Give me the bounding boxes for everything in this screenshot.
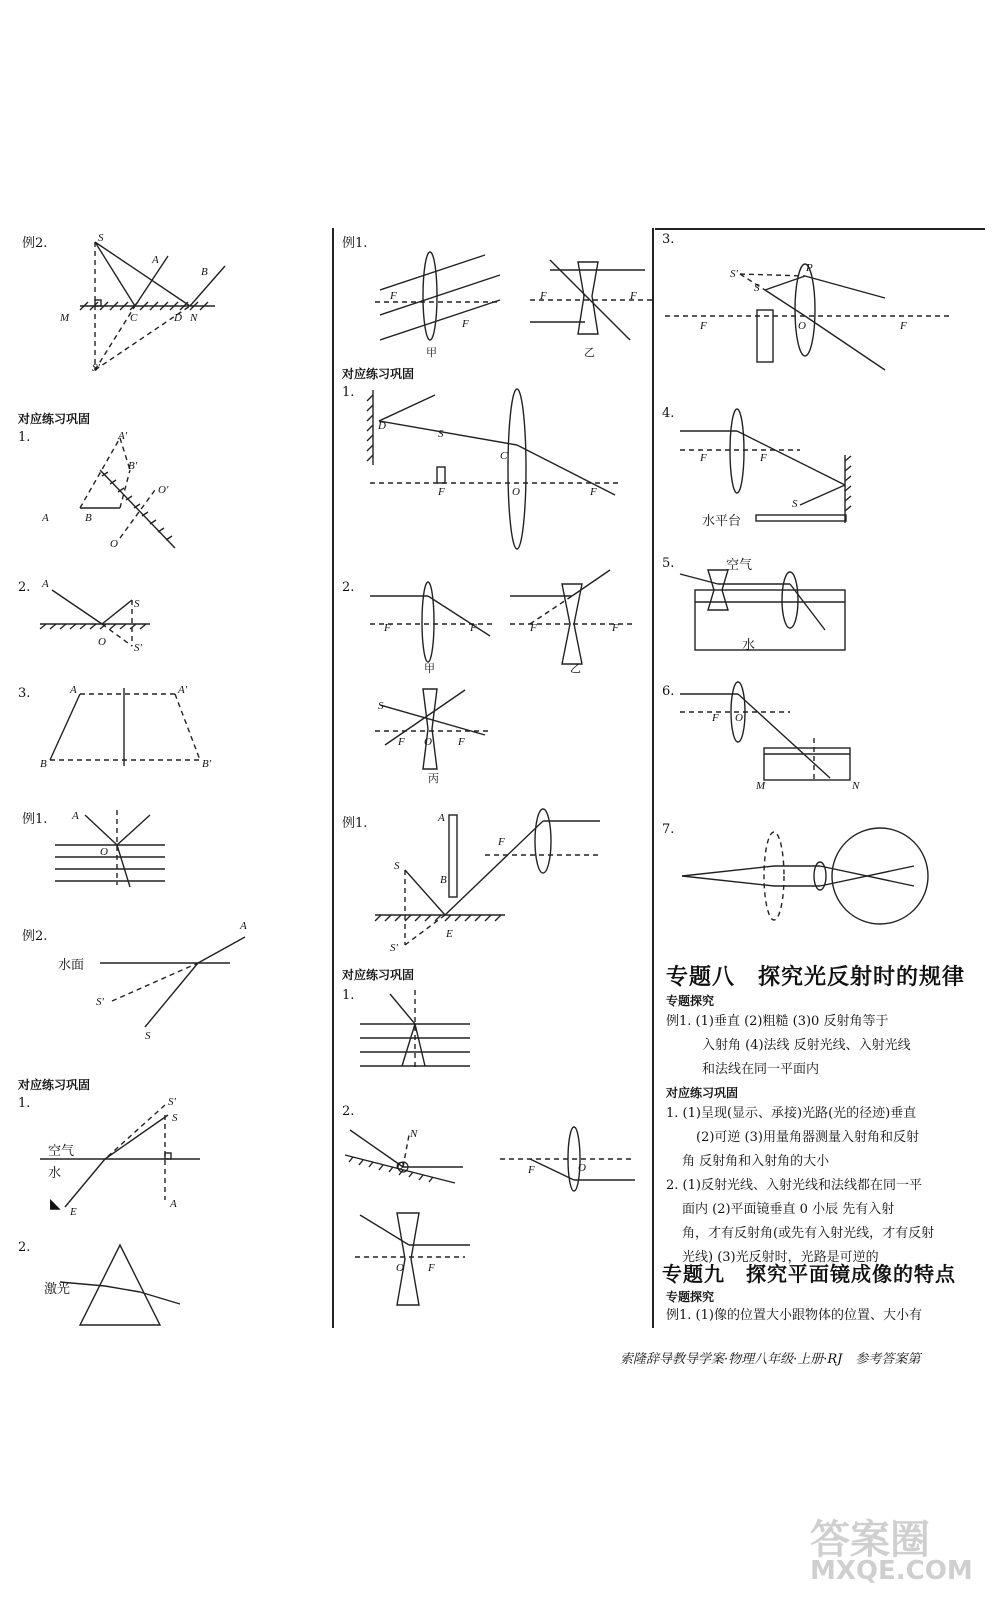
q1-label: 1.	[18, 430, 31, 445]
q3-label: 3.	[18, 686, 31, 701]
lens-jia-caption: 甲	[426, 346, 437, 359]
label-S: S	[792, 498, 798, 510]
reflection-q2-diagram	[40, 580, 160, 660]
label-S: S	[145, 1030, 151, 1042]
label-S-prime: S'	[134, 642, 142, 654]
topic-8-line-8: 面内 (2)平面镜垂直 0 小辰 先有入射	[682, 1202, 895, 1217]
air-label: 空气	[48, 1144, 75, 1159]
label-F: F	[590, 486, 597, 498]
label-F: F	[528, 1164, 535, 1176]
label-M: M	[756, 780, 766, 792]
label-S: S	[378, 700, 384, 712]
label-S: S	[172, 1112, 178, 1124]
label-N: N	[410, 1128, 418, 1140]
right-q7-label: 7.	[662, 822, 675, 837]
label-F: F	[760, 452, 767, 464]
label-F: F	[630, 290, 637, 302]
label-D: D	[378, 420, 386, 432]
label-P: P	[806, 262, 813, 274]
watermark-url: MXQE.COM	[810, 1556, 973, 1586]
label-F: F	[540, 290, 547, 302]
lens-yi-caption: 乙	[584, 346, 595, 359]
label-A: A	[152, 254, 159, 266]
label-O: O	[735, 712, 743, 724]
mid-example-1-label: 例1.	[342, 236, 368, 251]
mid-example-1-mirror-label: 例1.	[342, 816, 368, 831]
practice-heading-2: 对应练习巩固	[18, 1078, 91, 1092]
mid-p2-q2-label: 2.	[342, 1104, 355, 1119]
air-label: 空气	[726, 558, 753, 573]
lens-jia-caption: 甲	[424, 662, 435, 675]
topic-8-line-4: 1. (1)呈现(显示、承接)光路(光的径迹)垂直	[666, 1106, 917, 1121]
prism-diagram	[60, 1240, 220, 1330]
label-F: F	[900, 320, 907, 332]
label-C: C	[500, 450, 508, 462]
label-S-prime: S'	[96, 996, 104, 1008]
page-footer: 索隆辞导教导学案·物理八年级·上册·RJ 参考答案第	[620, 1352, 921, 1367]
label-F: F	[428, 1262, 435, 1274]
label-S-prime: S'	[390, 942, 398, 954]
air-water-refraction-diagram	[40, 1095, 210, 1225]
lens-water-tank-q6	[680, 680, 855, 790]
label-A: A	[240, 920, 247, 932]
label-N: N	[852, 780, 860, 792]
label-S: S	[754, 282, 760, 294]
header-rule	[655, 228, 985, 230]
topic-8-line-1: 例1. (1)垂直 (2)粗糙 (3)0 反射角等于	[666, 1014, 889, 1029]
eye-icon: ◣	[50, 1196, 61, 1212]
topic-8-explore-heading: 专题探究	[666, 994, 715, 1008]
label-O: O	[512, 486, 520, 498]
laser-label: 激光	[44, 1282, 71, 1297]
p2-q2-label: 2.	[18, 1240, 31, 1255]
label-O: O	[396, 1262, 404, 1274]
candle-lens-diagram	[365, 385, 635, 555]
right-q5-label: 5.	[662, 556, 675, 571]
label-F: F	[498, 836, 505, 848]
label-F: F	[462, 318, 469, 330]
label-B: B	[85, 512, 92, 524]
topic-9-line-1: 例1. (1)像的位置大小跟物体的位置、大小有	[666, 1308, 922, 1323]
label-A: A	[42, 578, 49, 590]
water-refraction-diagram	[100, 925, 260, 1045]
water-label: 水	[48, 1166, 62, 1181]
label-C: C	[130, 312, 138, 324]
label-F: F	[438, 486, 445, 498]
label-S-prime: S'	[168, 1096, 176, 1108]
label-B: B	[40, 758, 47, 770]
example-2-water-label: 例2.	[22, 929, 48, 944]
label-A: A	[42, 512, 49, 524]
plane-mirror-q3-diagram	[40, 686, 220, 776]
label-B-prime: B'	[128, 460, 138, 472]
label-D: D	[174, 312, 182, 324]
label-S-prime: S'	[92, 362, 100, 374]
mid-practice-heading-2: 对应练习巩固	[342, 968, 415, 982]
label-O: O	[100, 846, 108, 858]
mid-practice-heading-1: 对应练习巩固	[342, 367, 415, 381]
column-divider-left	[332, 228, 334, 1328]
topic-8-line-6: 角 反射角和入射角的大小	[682, 1154, 830, 1169]
label-F: F	[390, 290, 397, 302]
topic-8-line-5: (2)可逆 (3)用量角器测量入射角和反射	[696, 1130, 919, 1145]
label-B-prime: B'	[202, 758, 212, 770]
label-F: F	[612, 622, 619, 634]
label-S: S	[438, 428, 444, 440]
lenses-in-water-q5	[680, 560, 855, 660]
label-O: O	[798, 320, 806, 332]
p2-q1-label: 1.	[18, 1096, 31, 1111]
right-q4-label: 4.	[662, 406, 675, 421]
label-F: F	[700, 320, 707, 332]
example-1-refraction-label: 例1.	[22, 812, 48, 827]
label-F: F	[384, 622, 391, 634]
water-surface-label: 水面	[58, 958, 85, 973]
label-A: A	[70, 684, 77, 696]
label-S: S	[98, 232, 104, 244]
label-F: F	[712, 712, 719, 724]
eye-lens-q7	[680, 820, 930, 930]
q2-label: 2.	[18, 580, 31, 595]
label-O: O	[110, 538, 118, 550]
concave-lens-p2-diagram	[355, 1205, 475, 1315]
label-B: B	[201, 266, 208, 278]
water-label: 水	[742, 638, 756, 653]
label-E: E	[446, 928, 453, 940]
label-O: O	[396, 1160, 404, 1172]
topic-8-title: 专题八 探究光反射时的规律	[666, 965, 966, 990]
platform-label: 水平台	[702, 514, 742, 529]
right-q3-label: 3.	[662, 232, 675, 247]
label-F: F	[470, 622, 477, 634]
label-M: M	[60, 312, 70, 324]
topic-8-practice-heading: 对应练习巩固	[666, 1086, 739, 1100]
label-A-prime: A'	[178, 684, 188, 696]
right-q6-label: 6.	[662, 684, 675, 699]
label-S: S	[134, 598, 140, 610]
topic-8-line-7: 2. (1)反射光线、入射光线和法线都在同一平	[666, 1178, 922, 1193]
lens-yi-caption: 乙	[570, 662, 581, 675]
label-F: F	[530, 622, 537, 634]
label-A: A	[170, 1198, 177, 1210]
column-divider-right	[652, 228, 654, 1328]
reflection-diagram-ex2	[40, 230, 260, 390]
label-A: A	[72, 810, 79, 822]
label-O: O	[578, 1162, 586, 1174]
label-E: E	[70, 1206, 77, 1218]
mirror-lens-combo-diagram	[375, 805, 615, 945]
topic-8-line-10: 光线) (3)光反射时，光路是可逆的	[682, 1250, 879, 1265]
label-O: O	[98, 636, 106, 648]
label-O-prime: O'	[158, 484, 169, 496]
topic-9-title: 专题九 探究平面镜成像的特点	[662, 1262, 956, 1286]
concave-lens-q2-bing	[375, 685, 495, 775]
label-S: S	[394, 860, 400, 872]
watermark-logo: 答案圈	[810, 1517, 930, 1563]
topic-8-line-9: 角，才有反射角(或先有入射光线，才有反射	[682, 1226, 935, 1241]
practice-heading-1: 对应练习巩固	[18, 412, 91, 426]
label-O: O	[424, 736, 432, 748]
topic-9-explore-heading: 专题探究	[666, 1290, 715, 1304]
mid-q1-label: 1.	[342, 385, 355, 400]
mid-q2-label: 2.	[342, 580, 355, 595]
convex-lens-p2-diagram	[500, 1125, 640, 1200]
glass-layers-diagram	[360, 990, 480, 1075]
topic-8-line-2: 入射角 (4)法线 反射光线、入射光线	[702, 1038, 911, 1053]
label-A-prime: A'	[118, 430, 128, 442]
label-B: B	[440, 874, 447, 886]
lens-bing-caption: 丙	[428, 772, 439, 785]
topic-8-line-3: 和法线在同一平面内	[702, 1062, 820, 1077]
label-A: A	[438, 812, 445, 824]
example-2-label: 例2.	[22, 236, 48, 251]
label-F: F	[398, 736, 405, 748]
lens-yi-diagram	[530, 250, 660, 350]
label-F: F	[458, 736, 465, 748]
label-F: F	[700, 452, 707, 464]
label-N: N	[190, 312, 198, 324]
mid-p2-q1-label: 1.	[342, 988, 355, 1003]
label-S-prime: S'	[730, 268, 738, 280]
